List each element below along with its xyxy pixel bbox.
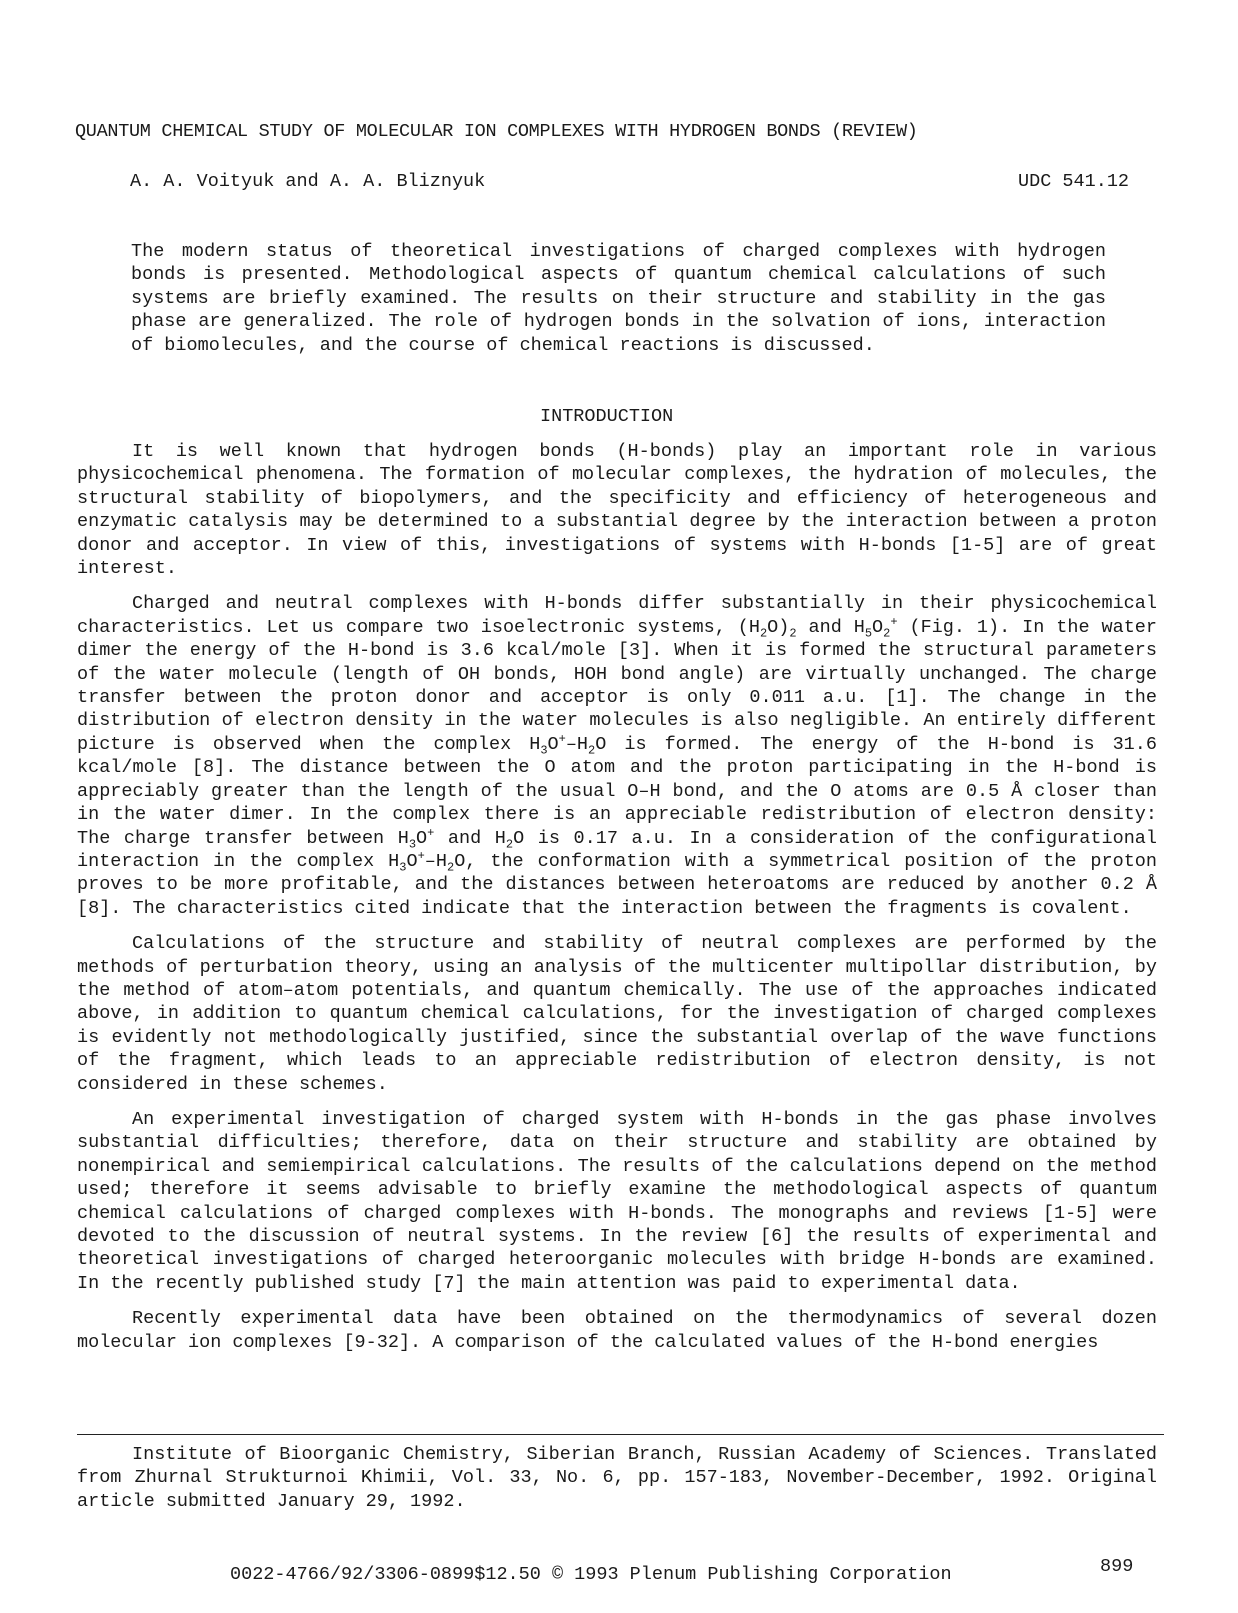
formula-h3o-h2o: $H_3O^+-H_2O$ [388, 848, 466, 875]
abstract [131, 240, 1106, 357]
text-run: is 0.17 a.u. In a consideration of the configurational interaction in the complex [77, 827, 1157, 872]
formula-h2o: $H_2O$ [494, 827, 525, 852]
footnote-divider [77, 1434, 1164, 1435]
text-run: is formed. The energy of the H-bond is 31.6 kcal/mole [8]. The distance between the O atom and the proton participating in the H-bond is appreciably greater than the length of the usual O–H bond, and the O atoms are 0.5 Å closer than in the water dimer. In the complex there is an appreciable redistribution of electron density: The charge transfer between [77, 733, 1157, 849]
udc-code: UDC 541.12 [1018, 171, 1130, 192]
article-title: QUANTUM CHEMICAL STUDY OF MOLECULAR ION COMPLEXES WITH HYDROGEN BONDS (REVIEW) [75, 121, 918, 142]
paragraph-5: Recently experimental data have been obtained on the thermodynamics of several dozen molecular ion complexes [9-32]. A comparison of the calculated values of the H-bond energies [77, 1308, 1157, 1353]
copyright-line: 0022-4766/92/3306-0899$12.50 © 1993 Plenum Publishing Corporation [230, 1564, 952, 1585]
authors: A. A. Voityuk and A. A. Bliznyuk [130, 171, 486, 192]
paragraph-2: Charged and neutral complexes with H-bonds differ substantially in their physicochemical characteristics. Let us compare two isoelectronic systems, $(H_2O)_2$ and $H_5O_2^+$ (Fig. 1). In the water dimer the energy of the H-bond is 3.6 kcal/mole [3]. When it is formed the structural parameters of the water molecule (length of OH bonds, HOH bond angle) are virtually unchanged. The charge transfer between the proton donor and acceptor is only 0.011 a.u. [1]. The change in the distribution of electron density in the water molecules is also negligible. An entirely different picture is observed when the complex $H_3O^+-H_2O$ is formed. The energy of the H-bond is 31.6 kcal/mole [8]. The distance between the O atom and the proton participating in the H-bond is appreciably greater than the length of the usual O–H bond, and the O atoms are 0.5 Å closer than in the water dimer. In the complex there is an appreciable redistribution of electron density: The charge transfer between $H_3O^+$ and $H_2O$ is 0.17 a.u. In a consideration of the configurational interaction in the complex $H_3O^+-H_2O$, the conformation with a symmetrical position of the proton proves to be more profitable, and the distances between heteroatoms are reduced by another 0.2 Å [8]. The characteristics cited indicate that the interaction between the fragments is covalent. [77, 593, 1158, 919]
formula-water-dimer: $(H_2O)_2$ [737, 616, 797, 641]
footnote [77, 1443, 1157, 1513]
formula-h3o-h2o: $H_3O^+-H_2O$ [529, 731, 607, 758]
section-heading: INTRODUCTION [540, 406, 674, 427]
formula-h5o2-plus: $H_5O_2^+$ [853, 614, 898, 641]
text-run: (Fig. 1). In the water dimer the energy of the H-bond is 3.6 kcal/mole [3]. When it is formed the structural parameters of the water molecule (length of OH bonds, HOH bond angle) are virtually unchanged. The charge transfer between the proton donor and acceptor is only 0.011 a.u. [1]. The change in the distribution of electron density in the water molecules is also negligible. An entirely different picture is observed when the complex [77, 616, 1157, 755]
article-body [77, 440, 1157, 1366]
text-run: , the conformation with a symmetrical position of the proton proves to be more profitable, and the distances between heteroatoms are reduced by another 0.2 Å [8]. The characteristics cited indicate that the interaction between the fragments is covalent. [77, 850, 1158, 919]
footnote-text: Institute of Bioorganic Chemistry, Siberian Branch, Russian Academy of Sciences. Translated from Zhurnal Strukturnoi Khimii, Vol. 33, No. 6, pp. 157-183, November-December, 1992. Original article submitted January 29, 1992. [77, 1444, 1157, 1512]
paragraph-3: Calculations of the structure and stability of neutral complexes are performed by the methods of perturbation theory, using an analysis of the multicenter multipollar distribution, by the method of atom–atom potentials, and quantum chemically. The use of the approaches indicated above, in addition to quantum chemical calculations, for the investigation of charged complexes is evidently not methodologically justified, since the substantial overlap of the wave functions of the fragment, which leads to an appreciable redistribution of electron density, is not considered in these schemes. [77, 933, 1157, 1095]
abstract-text: The modern status of theoretical investigations of charged complexes with hydrogen bonds is presented. Methodological aspects of quantum chemical calculations of such systems are briefly examined. The results on their structure and stability in the gas phase are generalized. The role of hydrogen bonds in the solvation of ions, interaction of biomolecules, and the course of chemical reactions is discussed. [131, 241, 1106, 356]
paragraph-4: An experimental investigation of charged system with H-bonds in the gas phase involves substantial difficulties; therefore, data on their structure and stability are obtained by nonempirical and semiempirical calculations. The results of the calculations depend on the method used; therefore it seems advisable to briefly examine the methodological aspects of quantum chemical calculations of charged complexes with H-bonds. The monographs and reviews [1-5] were devoted to the discussion of neutral systems. In the review [6] the results of experimental and theoretical investigations of charged heteroorganic molecules with bridge H-bonds are examined. In the recently published study [7] the main attention was paid to experimental data. [77, 1108, 1157, 1294]
text-run: Charged and neutral complexes with H-bonds differ substantially in their physicochemical characteristics. Let us compare two isoelectronic systems, [77, 593, 1157, 638]
paragraph-1: It is well known that hydrogen bonds (H-bonds) play an important role in various physicochemical phenomena. The formation of molecular complexes, the hydration of molecules, the structural stability of biopolymers, and the specificity and efficiency of heterogeneous and enzymatic catalysis may be determined to a substantial degree by the interaction between a proton donor and acceptor. In view of this, investigations of systems with H-bonds [1-5] are of great interest. [77, 441, 1157, 580]
formula-h3o-plus: $H_3O^+$ [397, 825, 435, 852]
page-number: 899 [1100, 1556, 1134, 1577]
